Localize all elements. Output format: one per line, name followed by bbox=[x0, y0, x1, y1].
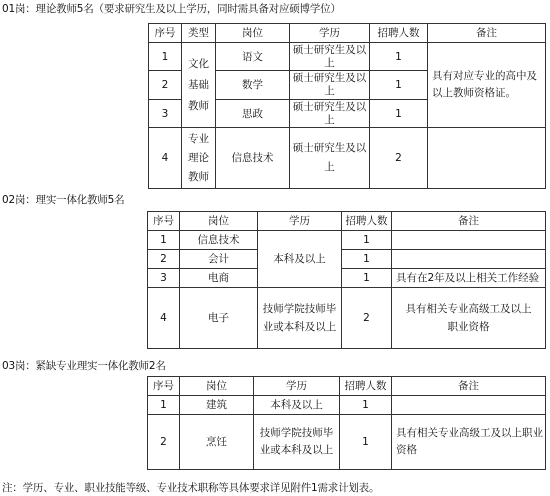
table-row bbox=[148, 231, 546, 250]
row-number: 1 bbox=[148, 231, 180, 250]
count-cell: 1 bbox=[370, 43, 428, 71]
edu-cell: 硕士研究生及以上 bbox=[290, 128, 370, 189]
section3-heading: 03岗：紧缺专业理实一体化教师2名 bbox=[2, 360, 166, 372]
post-cell: 信息技术 bbox=[216, 128, 290, 189]
section1-table bbox=[148, 23, 546, 189]
header-cell: 学历 bbox=[254, 377, 340, 396]
count-cell: 1 bbox=[342, 269, 392, 288]
header-cell: 岗位 bbox=[216, 24, 290, 43]
count-cell: 2 bbox=[370, 128, 428, 189]
count-cell: 1 bbox=[370, 100, 428, 128]
post-cell: 电子 bbox=[180, 288, 258, 349]
header-cell: 序号 bbox=[149, 24, 182, 43]
row-number: 4 bbox=[148, 288, 180, 349]
count-cell: 1 bbox=[342, 231, 392, 250]
header-cell: 招聘人数 bbox=[340, 377, 392, 396]
table-row bbox=[148, 288, 546, 349]
remark-cell: 具有在2年及以上相关工作经验 bbox=[392, 269, 546, 288]
count-cell: 1 bbox=[342, 250, 392, 269]
count-cell: 1 bbox=[340, 396, 392, 415]
table-header-row bbox=[149, 24, 546, 43]
row-number: 2 bbox=[148, 250, 180, 269]
edu-cell: 硕士研究生及以上 bbox=[290, 71, 370, 100]
count-cell: 1 bbox=[340, 415, 392, 470]
row-number: 3 bbox=[149, 100, 182, 128]
row-number: 4 bbox=[149, 128, 182, 189]
header-cell: 备注 bbox=[392, 377, 546, 396]
post-cell: 电商 bbox=[180, 269, 258, 288]
post-cell: 语文 bbox=[216, 43, 290, 71]
post-cell: 会计 bbox=[180, 250, 258, 269]
remark-cell bbox=[428, 128, 546, 189]
type-cell: 专业理论教师 bbox=[182, 128, 216, 189]
header-cell: 学历 bbox=[290, 24, 370, 43]
post-cell: 建筑 bbox=[180, 396, 254, 415]
table-header-row bbox=[148, 212, 546, 231]
count-cell: 2 bbox=[342, 288, 392, 349]
edu-cell: 本科及以上 bbox=[258, 231, 342, 288]
section2-heading: 02岗：理实一体化教师5名 bbox=[2, 194, 125, 206]
header-cell: 序号 bbox=[148, 212, 180, 231]
header-cell: 类型 bbox=[182, 24, 216, 43]
type-cell: 文化基础教师 bbox=[182, 43, 216, 128]
remark-cell: 具有对应专业的高中及以上教师资格证。 bbox=[428, 43, 546, 128]
row-number: 2 bbox=[149, 71, 182, 100]
remark-cell bbox=[392, 250, 546, 269]
table-row bbox=[148, 396, 546, 415]
post-cell: 思政 bbox=[216, 100, 290, 128]
edu-cell: 硕士研究生及以上 bbox=[290, 43, 370, 71]
header-cell: 岗位 bbox=[180, 377, 254, 396]
header-cell: 备注 bbox=[392, 212, 546, 231]
row-number: 1 bbox=[148, 396, 180, 415]
row-number: 2 bbox=[148, 415, 180, 470]
table-header-row bbox=[148, 377, 546, 396]
remark-cell bbox=[392, 396, 546, 415]
header-cell: 招聘人数 bbox=[342, 212, 392, 231]
header-cell: 序号 bbox=[148, 377, 180, 396]
remark-cell bbox=[392, 231, 546, 250]
row-number: 1 bbox=[149, 43, 182, 71]
table-row bbox=[148, 250, 546, 269]
edu-cell: 硕士研究生及以上 bbox=[290, 100, 370, 128]
remark-cell: 具有相关专业高级工及以上职业资格 bbox=[392, 288, 546, 349]
row-number: 3 bbox=[148, 269, 180, 288]
header-cell: 岗位 bbox=[180, 212, 258, 231]
table-row bbox=[148, 415, 546, 470]
table-row bbox=[148, 269, 546, 288]
post-cell: 烹饪 bbox=[180, 415, 254, 470]
remark-cell: 具有相关专业高级工及以上职业资格 bbox=[392, 415, 546, 470]
section2-table bbox=[147, 211, 546, 349]
header-cell: 招聘人数 bbox=[370, 24, 428, 43]
post-cell: 信息技术 bbox=[180, 231, 258, 250]
footnote: 注：学历、专业、职业技能等级、专业技术职称等具体要求详见附件1需求计划表。 bbox=[2, 482, 380, 494]
edu-cell: 技师学院技师毕业或本科及以上 bbox=[254, 415, 340, 470]
section3-table bbox=[147, 376, 546, 470]
edu-cell: 技师学院技师毕业或本科及以上 bbox=[258, 288, 342, 349]
edu-cell: 本科及以上 bbox=[254, 396, 340, 415]
post-cell: 数学 bbox=[216, 71, 290, 100]
header-cell: 备注 bbox=[428, 24, 546, 43]
section1-heading: 01岗：理论教师5名（要求研究生及以上学历，同时需具备对应硕博学位） bbox=[2, 3, 341, 15]
table-row bbox=[149, 43, 546, 71]
header-cell: 学历 bbox=[258, 212, 342, 231]
table-row bbox=[149, 128, 546, 189]
count-cell: 1 bbox=[370, 71, 428, 100]
